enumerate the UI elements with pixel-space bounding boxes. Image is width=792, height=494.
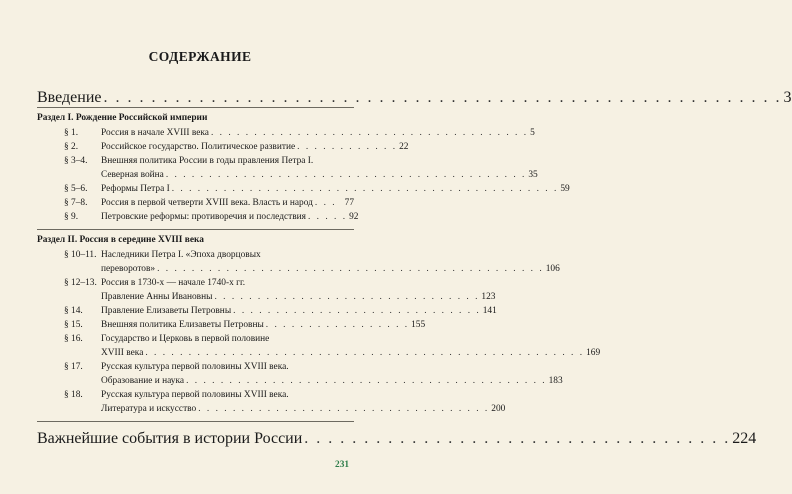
toc-item — [0, 156, 538, 181]
toc-page-number: 155 — [411, 320, 426, 330]
toc-line — [101, 376, 563, 387]
toc-entry-text: XVIII века — [101, 348, 144, 358]
divider — [37, 107, 354, 108]
toc-entry-text: Внешняя политика России в годы правления Петра I. — [101, 156, 314, 166]
section-number: § 18. — [64, 390, 83, 400]
toc-entry-text: Русская культура первой половины XVIII века. — [101, 362, 289, 372]
dot-leader: . . . . . . . . . . . . . . . . . . . . . . . . . . . . . . . . . . . . . . . . . . — [186, 376, 547, 386]
toc-item — [0, 334, 601, 359]
toc-line — [101, 264, 560, 275]
section-1-title: Раздел I. Рождение Российской империи — [37, 113, 208, 123]
toc-item — [0, 362, 563, 387]
toc-entry-text: Внешняя политика Елизаветы Петровны — [101, 320, 264, 330]
toc-entry-text: Россия в 1730-х — начале 1740-х гг. — [101, 278, 246, 288]
toc-item — [0, 184, 570, 195]
dot-leader: . . . . . . . . . . . . . . . . . . . . . . . . . . . . . . . . . . . . . . . . . . . . . . . . . . . . . . . . . — [103, 89, 782, 106]
toc-page-number: 200 — [491, 404, 506, 414]
toc-page-number: 59 — [560, 184, 570, 194]
toc-entry-text: Правление Анны Ивановны — [101, 292, 213, 302]
toc-page-number: 35 — [528, 170, 538, 180]
toc-page-number: 224 — [732, 430, 757, 447]
toc-line — [101, 198, 354, 209]
toc-item — [0, 278, 496, 303]
toc-entry-text: Реформы Петра I — [101, 184, 170, 194]
section-number: § 3–4. — [64, 156, 88, 166]
toc-entry-text: Россия в первой четверти XVIII века. Власть и народ — [101, 198, 313, 208]
toc-item — [0, 128, 535, 139]
dot-leader: . . . . . . . . . . . . . . . . . . . . . . . . . . . . . . . . . . . . . . . . . . . . . . . . . . . — [145, 348, 585, 358]
dot-leader: . . . . . . . . . . . . . . . . . . . . . . . . . . . . . . . . . . . . . — [210, 128, 529, 138]
toc-page-number: 22 — [399, 142, 409, 152]
toc-item — [0, 212, 400, 223]
toc-line — [101, 320, 426, 331]
section-number: § 10–11. — [64, 250, 97, 260]
toc-line — [101, 348, 601, 359]
toc-entry-text: Образование и наука — [101, 376, 185, 386]
section-number: § 16. — [64, 334, 83, 344]
divider — [37, 421, 354, 422]
toc-item — [0, 320, 426, 331]
dot-leader: . . . . . . . . . . . . . . . . . . . . . . . . . . . . . . . . . . . . . . . . . . . . . — [157, 264, 544, 274]
toc-page-number: 92 — [349, 212, 359, 222]
toc-line — [101, 184, 570, 195]
dot-leader: . . . — [314, 198, 337, 208]
toc-item — [0, 198, 400, 209]
toc-item — [0, 390, 506, 415]
toc-entry-text: Российское государство. Политическое развитие — [101, 142, 296, 152]
toc-item — [0, 142, 409, 153]
toc-entry-text: Важнейшие события в истории России — [37, 430, 303, 447]
section-number: § 15. — [64, 320, 83, 330]
section-number: § 17. — [64, 362, 83, 372]
toc-line — [101, 170, 538, 181]
toc-entry-text: Введение — [37, 89, 102, 106]
toc-line — [101, 212, 359, 223]
toc-line — [101, 142, 409, 153]
dot-leader: . . . . . . . . . . . . . . . . . . . . . . . . . . . . . . . . . . . . . . . . . . . . . — [171, 184, 559, 194]
toc-entry-text: Государство и Церковь в первой половине — [101, 334, 270, 344]
toc-page-number: 123 — [481, 292, 496, 302]
toc-page-number: 5 — [530, 128, 535, 138]
toc-entry-text: переворотов» — [101, 264, 156, 274]
toc-line — [101, 292, 496, 303]
section-2-title: Раздел II. Россия в середине XVIII века — [37, 235, 204, 245]
dot-leader: . . . . . . . . . . . . . . . . . . . . . . . . . . . . . . . . . . — [198, 404, 490, 414]
section-number: § 1. — [64, 128, 79, 138]
section-number: § 2. — [64, 142, 79, 152]
section-number: § 14. — [64, 306, 83, 316]
dot-leader: . . . . . . . . . . . . . . . . . . . . . . . . . . . . . . . . . . . . — [304, 430, 731, 447]
section-number: § 12–13. — [64, 278, 97, 288]
toc-entry-text: Русская культура первой половины XVIII века. — [101, 390, 289, 400]
toc-page-number: 3 — [783, 89, 792, 106]
dot-leader: . . . . . . . . . . . . . . . . . . . . . . . . . . . . . — [233, 306, 481, 316]
dot-leader: . . . . . . . . . . . . . . . . . — [265, 320, 410, 330]
page-title: СОДЕРЖАНИЕ — [148, 49, 252, 64]
dot-leader: . . . . . — [307, 212, 348, 222]
toc-page-number: 169 — [586, 348, 601, 358]
toc-page-number: 77 — [344, 198, 354, 208]
toc-page-number: 183 — [548, 376, 563, 386]
toc-entry-text: Наследники Петра I. «Эпоха дворцовых — [101, 250, 261, 260]
toc-item — [0, 306, 497, 317]
section-number: § 7–8. — [64, 198, 88, 208]
toc-line — [101, 128, 535, 139]
toc-line — [101, 306, 497, 317]
toc-entry-text: Северная война — [101, 170, 164, 180]
toc-item — [0, 250, 560, 275]
section-number: § 5–6. — [64, 184, 88, 194]
toc-page-number: 106 — [545, 264, 560, 274]
section-number: § 9. — [64, 212, 79, 222]
toc-entry-text: Петровские реформы: противоречия и последствия — [101, 212, 306, 222]
divider — [37, 229, 354, 230]
toc-entry-intro — [37, 89, 792, 106]
dot-leader: . . . . . . . . . . . . . . . . . . . . . . . . . . . . . . . . . . . . . . . . . . — [165, 170, 527, 180]
page-number: 231 — [335, 460, 350, 470]
toc-entry-text: Россия в начале XVIII века — [101, 128, 209, 138]
dot-leader: . . . . . . . . . . . . . . . . . . . . . . . . . . . . . . . — [214, 292, 480, 302]
toc-entry-text: Правление Елизаветы Петровны — [101, 306, 232, 316]
toc-entry-events — [37, 430, 757, 447]
toc-entry-text: Литература и искусство — [101, 404, 197, 414]
dot-leader: . . . . . . . . . . . . — [297, 142, 398, 152]
toc-line — [101, 404, 506, 415]
toc-page-number: 141 — [482, 306, 497, 316]
